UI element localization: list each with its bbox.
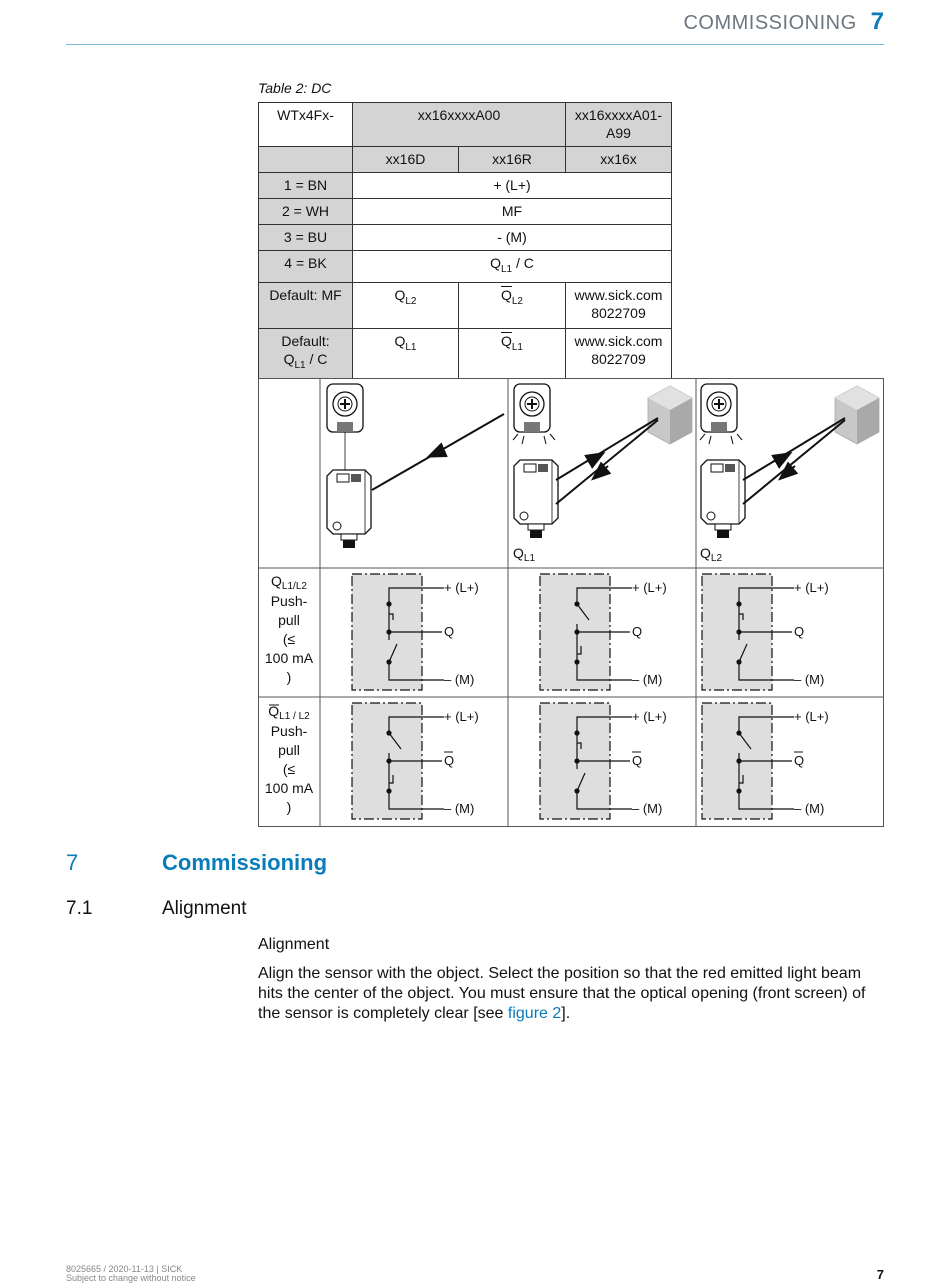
default-ql1-xx16r: $\overline{Q}_{L1}$ — [459, 328, 566, 378]
svg-text:pull: pull — [278, 742, 300, 758]
pin-value: $Q_{L1}$ / C — [353, 251, 672, 283]
svg-text:): ) — [286, 669, 292, 685]
head-a00: xx16xxxxA00 — [353, 103, 566, 147]
pin-label: 2 = WH — [259, 199, 353, 225]
minus-label: – (M) — [794, 672, 825, 687]
plus-label: + (L+) — [794, 709, 829, 724]
circuit-cell — [540, 703, 667, 819]
head-model: WTx4Fx- — [259, 103, 353, 147]
svg-text:Push-: Push- — [270, 593, 308, 609]
default-ql1-xx16x: www.sick.com 8022709 — [566, 328, 672, 378]
svg-text:Push-: Push- — [270, 723, 308, 739]
page-number: 7 — [876, 1267, 884, 1282]
table-row — [259, 199, 672, 225]
body-heading: Alignment — [258, 936, 330, 953]
circuit-cell — [702, 703, 829, 819]
sensor-illustration-3 — [700, 384, 879, 564]
page-header — [683, 8, 884, 36]
svg-text:QL1 / L2: $Q_{L1 / L2}$ — [268, 703, 310, 722]
q-label: Q — [794, 753, 805, 768]
plus-label: + (L+) — [632, 580, 667, 595]
pin-value: MF — [353, 199, 672, 225]
subsection-title: Alignment — [162, 898, 247, 919]
head-empty — [259, 147, 353, 173]
section-title: Commissioning — [162, 850, 328, 875]
table-row — [259, 103, 672, 147]
plus-label: + (L+) — [444, 580, 479, 595]
head-xx16d: xx16D — [353, 147, 459, 173]
plus-label: + (L+) — [794, 580, 829, 595]
default-mf-xx16r: $\overline{Q}_{L2}$ — [459, 282, 566, 328]
default-mf-xx16x: www.sick.com 8022709 — [566, 282, 672, 328]
svg-text:(≤: (≤ — [282, 761, 296, 777]
default-mf-label: Default: MF — [259, 282, 353, 328]
q-label: Q — [444, 753, 455, 768]
plus-label: + (L+) — [632, 709, 667, 724]
minus-label: – (M) — [794, 801, 825, 816]
minus-label: – (M) — [632, 801, 663, 816]
table-row — [259, 225, 672, 251]
header-chapter-number: 7 — [870, 8, 884, 35]
table-row — [259, 147, 672, 173]
pin-value: + (L+) — [353, 173, 672, 199]
pin-label: 3 = BU — [259, 225, 353, 251]
header-title: COMMISSIONING — [683, 12, 857, 34]
head-xx16r: xx16R — [459, 147, 566, 173]
footer-info: 8025665 / 2020-11-13 | SICK Subject to change without notice — [66, 1264, 196, 1283]
q-label: Q — [632, 624, 643, 639]
default-ql1-xx16d: $Q_{L1}$ — [353, 328, 459, 378]
svg-text:pull: pull — [278, 612, 300, 628]
body-paragraph: Align the sensor with the object. Select the position so that the red emitted light beam hits the center of the object. You must ensure that the optical opening (front screen) of the sensor is completely clear [see figure 2]. — [258, 965, 866, 1022]
sensor-illustration-2 — [513, 384, 692, 564]
circuit-cell — [702, 574, 829, 690]
table-caption: Table 2: DC — [258, 80, 332, 96]
row-label-2 — [265, 703, 314, 815]
row-label-1 — [265, 573, 314, 685]
col-label-ql2: $Q_{L2}$ — [700, 545, 723, 564]
object-cube — [648, 386, 692, 444]
minus-label: – (M) — [632, 672, 663, 687]
minus-label: – (M) — [444, 801, 475, 816]
svg-text:QL1/L2: $Q_{L1/L2}$ — [271, 573, 307, 592]
head-xx16x: xx16x — [566, 147, 672, 173]
dc-table — [258, 102, 672, 379]
svg-text:100 mA: 100 mA — [264, 650, 314, 666]
table-row — [259, 282, 672, 328]
col-label-ql1: $Q_{L1}$ — [513, 545, 536, 564]
svg-text:): ) — [286, 799, 292, 815]
minus-label: – (M) — [444, 672, 475, 687]
circuit-cell — [540, 574, 667, 690]
header-rule — [66, 44, 884, 45]
object-cube — [835, 386, 879, 444]
table-row — [259, 173, 672, 199]
circuit-cell — [352, 574, 479, 690]
svg-text:(≤: (≤ — [282, 631, 296, 647]
table-row — [259, 251, 672, 283]
q-label: Q — [794, 624, 805, 639]
pin-value: - (M) — [353, 225, 672, 251]
pin-label: 4 = BK — [259, 251, 353, 283]
plus-label: + (L+) — [444, 709, 479, 724]
pin-label: 1 = BN — [259, 173, 353, 199]
default-ql1-label: Default: $Q_{L1}$ / C — [259, 328, 353, 378]
table-row — [259, 328, 672, 378]
q-label: Q — [444, 624, 455, 639]
sensor-illustration-1 — [327, 384, 504, 548]
q-label: Q — [632, 753, 643, 768]
head-a01-a99: xx16xxxxA01-A99 — [566, 103, 672, 147]
subsection-number: 7.1 — [66, 898, 93, 919]
svg-text:100 mA: 100 mA — [264, 780, 314, 796]
default-mf-xx16d: $Q_{L2}$ — [353, 282, 459, 328]
figure-link[interactable]: figure 2 — [507, 1005, 562, 1022]
circuit-cell — [352, 703, 479, 819]
wiring-figure — [258, 378, 885, 828]
section-number: 7 — [66, 850, 79, 875]
